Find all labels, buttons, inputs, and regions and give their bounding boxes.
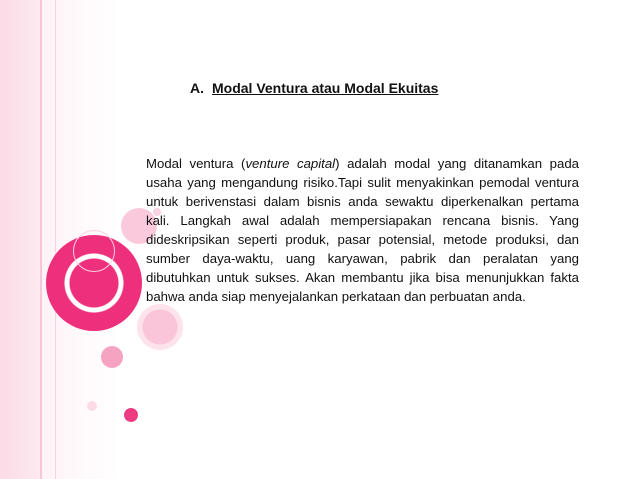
- decorative-stripe: [0, 0, 40, 479]
- decorative-ring: [73, 230, 115, 272]
- paragraph-term: venture capital: [245, 156, 336, 171]
- decorative-circle: [87, 401, 97, 411]
- body-paragraph: [146, 154, 579, 306]
- decorative-circle: [137, 304, 183, 350]
- decorative-circle: [101, 346, 123, 368]
- paragraph-intro: Modal ventura (: [146, 156, 246, 171]
- list-marker: A.: [190, 80, 204, 96]
- decorative-stripe: [55, 0, 56, 479]
- heading-title: Modal Ventura atau Modal Ekuitas: [212, 80, 439, 96]
- decorative-circle: [124, 408, 138, 422]
- decorative-stripe: [40, 0, 42, 479]
- paragraph-rest: ) adalah modal yang ditanamkan pada usaha yang mengandung risiko.Tapi sulit menyakinkan pemodal ventura untuk berivenstasi dalam bisnis anda sewaktu diperkenalkan pertama kali. Langkah awal adalah mempersiapakan rencana bisnis. Yang dideskripsikan seperti produk, pasar potensial, metode produksi, dan sumber daya-waktu, uang karyawan, pabrik dan peralatan yang dibutuhkan untuk sukses. Akan membantu jika bisa menunjukkan fakta bahwa anda siap menyejalankan perkataan dan perbuatan anda.: [146, 156, 579, 304]
- section-heading: [190, 80, 438, 96]
